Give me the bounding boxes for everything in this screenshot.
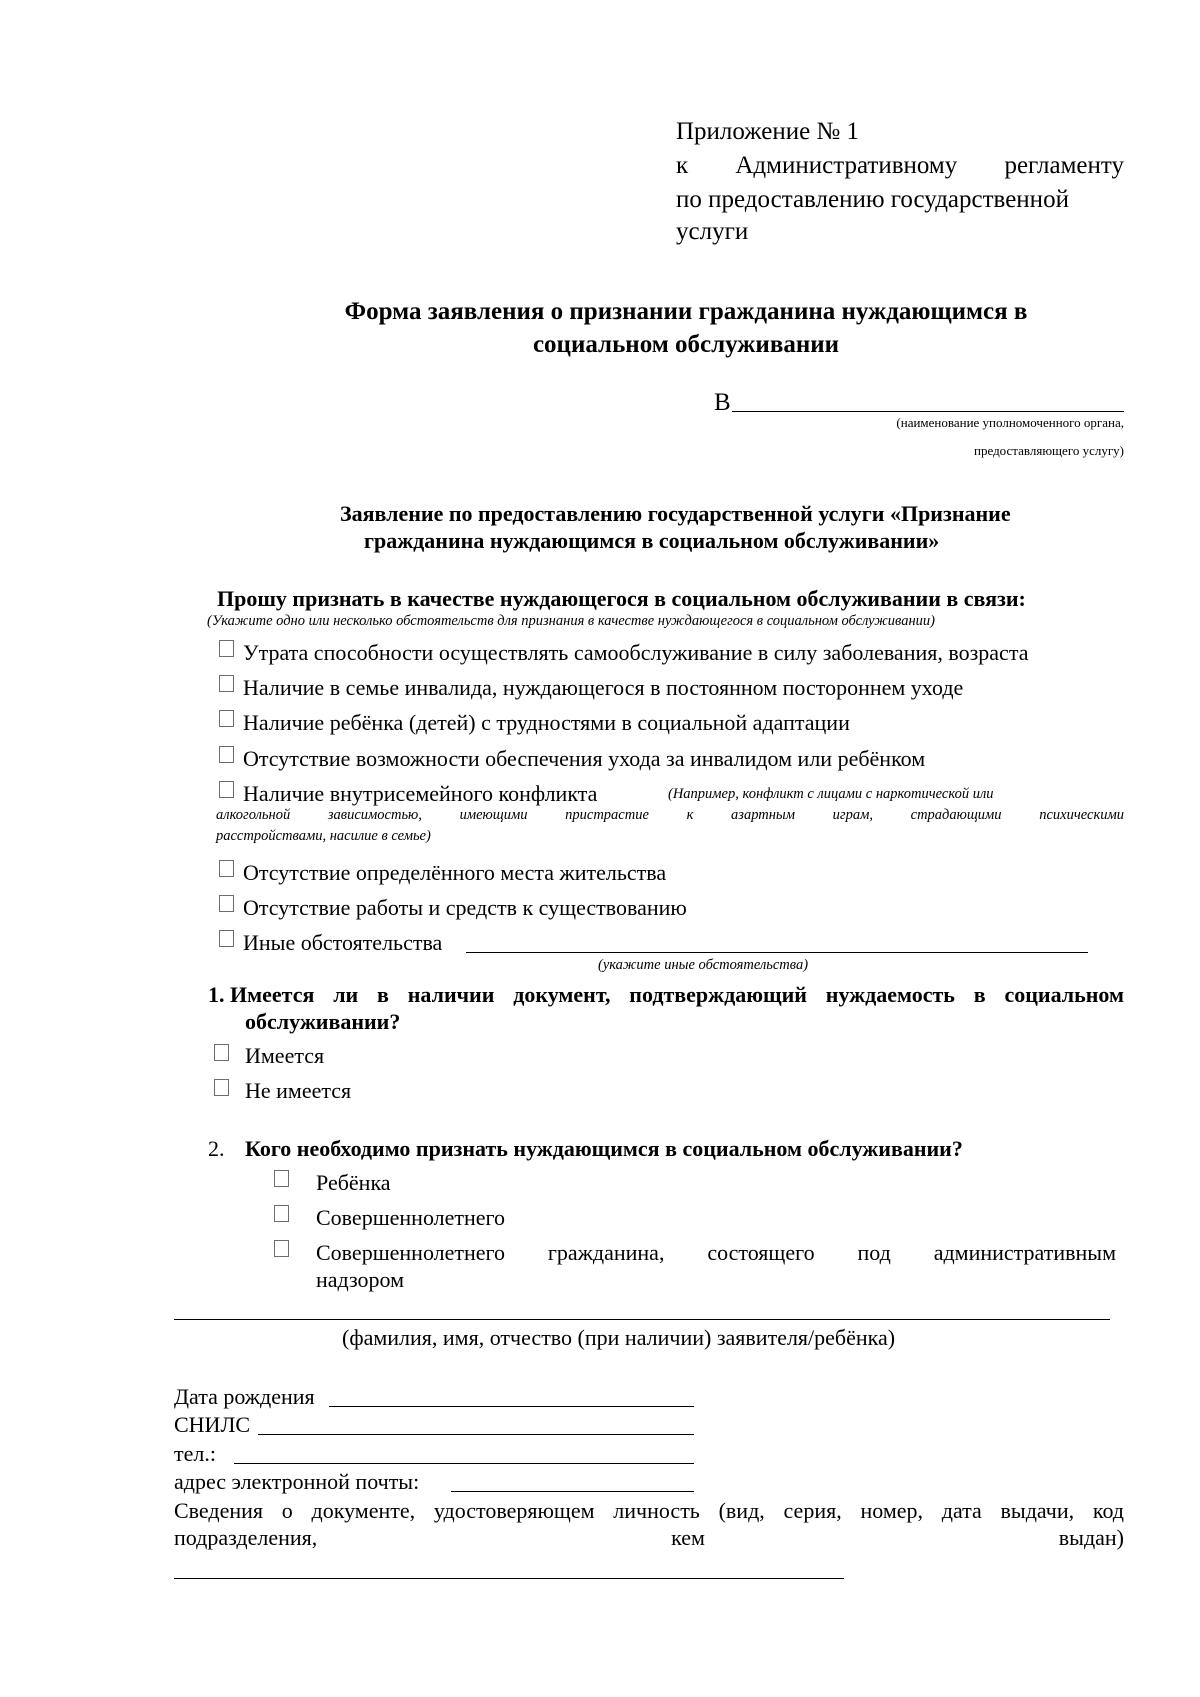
recipient-hint-1: (наименование уполномоченного органа, <box>896 415 1124 430</box>
question-2-text: Кого необходимо признать нуждающимся в социальном обслуживании? <box>245 1136 963 1161</box>
option-label: Наличие внутрисемейного конфликта <box>243 781 598 806</box>
checkbox[interactable] <box>219 710 234 727</box>
checkbox[interactable] <box>219 746 234 763</box>
email-label: адрес электронной почты: <box>174 1469 420 1494</box>
option-label: Имеется <box>245 1043 325 1068</box>
checkbox[interactable] <box>219 895 234 912</box>
option-label: Иные обстоятельства <box>243 930 443 955</box>
checkbox[interactable] <box>219 781 234 798</box>
id-document-field[interactable] <box>174 1578 844 1579</box>
question-1-line-1: Имеется ли в наличии документ, подтверждающий нуждаемость в социальном <box>230 982 1124 1007</box>
recipient-field-line[interactable] <box>732 411 1124 412</box>
checkbox[interactable] <box>214 1044 229 1061</box>
question-1-number: 1. <box>208 982 225 1007</box>
conflict-note-3: расстройствами, насилие в семье) <box>216 828 431 844</box>
option-label: Наличие ребёнка (детей) с трудностями в социальной адаптации <box>243 710 850 735</box>
checkbox[interactable] <box>219 860 234 877</box>
checkbox[interactable] <box>219 675 234 692</box>
option-label: Совершеннолетнего гражданина, состоящего под административным <box>316 1240 1116 1265</box>
option-label: Отсутствие работы и средств к существованию <box>243 895 687 920</box>
recipient-prefix: В <box>714 389 731 416</box>
checkbox[interactable] <box>219 640 234 657</box>
form-title-line-1: Форма заявления о признании гражданина нуждающимся в <box>344 298 1028 325</box>
appendix-line-4: услуги <box>676 218 749 245</box>
option-label: Отсутствие определённого места жительства <box>243 860 667 885</box>
question-1-line-2: обслуживании? <box>245 1009 401 1034</box>
option-label: Совершеннолетнего <box>316 1205 506 1230</box>
request-hint: (Укажите одно или несколько обстоятельств для признания в качестве нуждающегося в социальном обслуживании) <box>207 613 935 629</box>
checkbox[interactable] <box>219 930 234 947</box>
form-title-line-2: социальном обслуживании <box>532 331 840 358</box>
question-2-number: 2. <box>208 1136 225 1161</box>
snils-field[interactable] <box>258 1434 694 1435</box>
statement-title-line-1: Заявление по предоставлению государственной услуги «Признание <box>340 501 1011 526</box>
appendix-line-2: к Административному регламенту <box>676 152 1124 179</box>
birth-date-label: Дата рождения <box>174 1384 315 1409</box>
request-heading: Прошу признать в качестве нуждающегося в социальном обслуживании в связи: <box>217 586 1026 611</box>
checkbox[interactable] <box>274 1170 289 1187</box>
option-label: Отсутствие возможности обеспечения ухода за инвалидом или ребёнком <box>243 746 926 771</box>
statement-title-line-2: гражданина нуждающимся в социальном обслуживании» <box>364 528 940 553</box>
birth-date-field[interactable] <box>329 1406 694 1407</box>
option-label: Ребёнка <box>316 1170 391 1195</box>
phone-field[interactable] <box>234 1463 694 1464</box>
option-label: Утрата способности осуществлять самообслуживание в силу заболевания, возраста <box>243 640 1029 665</box>
appendix-title: Приложение № 1 <box>676 118 860 145</box>
snils-label: СНИЛС <box>174 1412 251 1437</box>
checkbox[interactable] <box>274 1240 289 1257</box>
conflict-note-1: (Например, конфликт с лицами с наркотической или <box>668 786 994 802</box>
checkbox[interactable] <box>214 1079 229 1096</box>
recipient-hint-2: предоставляющего услугу) <box>974 443 1124 458</box>
id-document-line-2: подразделения, кем выдан) <box>174 1525 1124 1550</box>
checkbox[interactable] <box>274 1205 289 1222</box>
option-label: Наличие в семье инвалида, нуждающегося в постоянном постороннем уходе <box>243 675 964 700</box>
option-label: Не имеется <box>245 1078 352 1103</box>
applicant-name-hint: (фамилия, имя, отчество (при наличии) заявителя/ребёнка) <box>342 1325 896 1350</box>
option-label-continued: надзором <box>316 1267 405 1292</box>
conflict-note-2: алкогольной зависимостью, имеющими пристрастие к азартным играм, страдающими психическими <box>216 807 1124 823</box>
email-field[interactable] <box>451 1491 694 1492</box>
id-document-line-1: Сведения о документе, удостоверяющем личность (вид, серия, номер, дата выдачи, код <box>174 1498 1124 1523</box>
appendix-line-3: по предоставлению государственной <box>676 186 1069 213</box>
phone-label: тел.: <box>174 1441 216 1466</box>
applicant-name-line[interactable] <box>174 1319 1110 1320</box>
other-hint: (укажите иные обстоятельства) <box>598 957 809 973</box>
other-circumstances-line[interactable] <box>466 952 1088 953</box>
